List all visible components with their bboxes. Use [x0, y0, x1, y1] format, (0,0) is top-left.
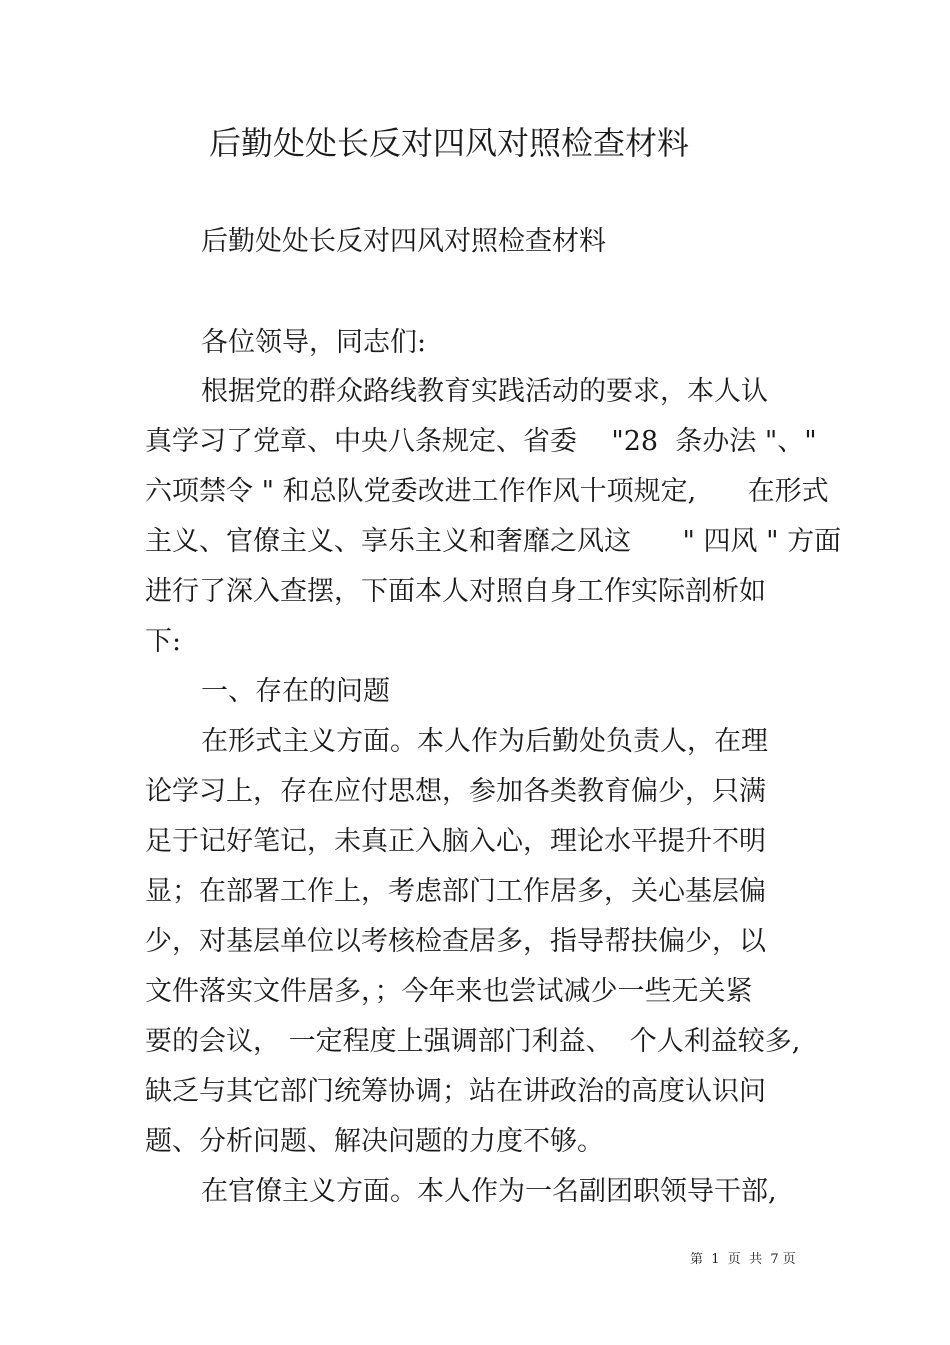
body-line: 下:: [145, 626, 182, 657]
salutation-line: 各位领导，同志们:: [201, 327, 427, 358]
document-title: 后勤处处长反对四风对照检查材料: [208, 124, 689, 162]
body-line: 文件落实文件居多，；今年来也尝试减少一些无关紧: [145, 976, 753, 1007]
body-line: 题、分析问题、解决问题的力度不够。: [145, 1126, 604, 1157]
body-line: 显；在部署工作上，考虑部门工作居多，关心基层偏: [145, 876, 766, 907]
body-line: 在官僚主义方面。本人作为一名副团职领导干部,: [201, 1176, 777, 1207]
body-line: 少，对基层单位以考核检查居多，指导帮扶偏少，以: [145, 926, 766, 957]
body-line: 主义、官僚主义、享乐主义和奢靡之风这 " 四风 " 方面: [145, 526, 842, 557]
body-line: 要的会议， 一定程度上强调部门利益、 个人利益较多,: [145, 1026, 801, 1057]
body-line: 在形式主义方面。本人作为后勤处负责人，在理: [201, 726, 768, 757]
document-subtitle: 后勤处处长反对四风对照检查材料: [201, 226, 606, 257]
body-line: 足于记好笔记，未真正入脑入心，理论水平提升不明: [145, 826, 766, 857]
page-number: 第 1 页 共 7 页: [690, 1252, 796, 1267]
body-line: 真学习了党章、中央八条规定、省委 "28 条办法 "、": [145, 426, 817, 457]
body-line: 进行了深入查摆，下面本人对照自身工作实际剖析如: [145, 576, 766, 607]
section-heading: 一、存在的问题: [201, 676, 390, 707]
body-line: 论学习上，存在应付思想，参加各类教育偏少，只满: [145, 776, 766, 807]
body-line: 根据党的群众路线教育实践活动的要求，本人认: [201, 376, 768, 407]
body-line: 六项禁令 " 和总队党委改进工作作风十项规定, 在形式: [145, 476, 829, 507]
body-line: 缺乏与其它部门统筹协调；站在讲政治的高度认识问: [145, 1076, 766, 1107]
